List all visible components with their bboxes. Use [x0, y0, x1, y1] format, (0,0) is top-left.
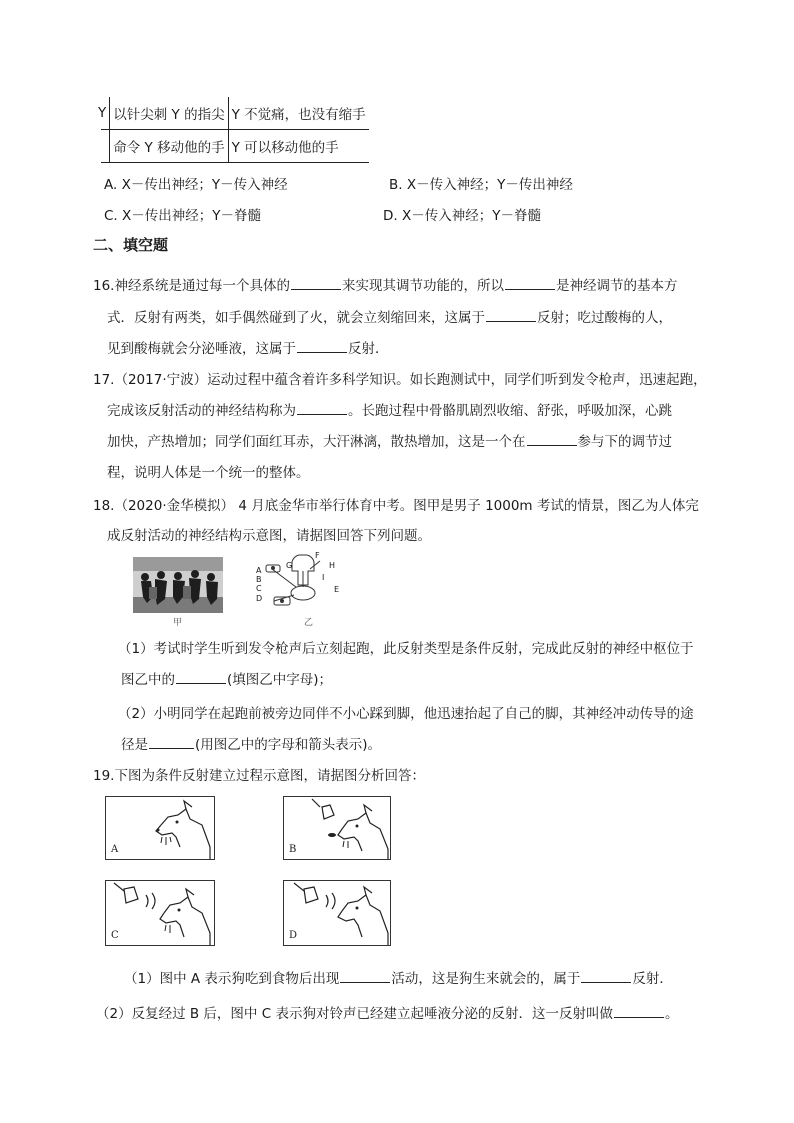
text: 反射；吃过酸梅的人， [537, 310, 672, 326]
diagram-label-d: D [256, 594, 263, 603]
text: 来实现其调节功能的，所以 [341, 278, 504, 294]
answer-blank[interactable] [176, 669, 226, 684]
text: 加快，产热增加；同学们面红耳赤，大汗淋漓，散热增加，这是一个在 [107, 434, 526, 450]
figure-yi-label: 乙 [304, 618, 314, 628]
table-cell [98, 97, 110, 130]
bell-dog-salivating-icon [106, 881, 214, 945]
diagram-label-b: B [256, 575, 262, 584]
option-c: C. X－传出神经；Y－脊髓 [104, 208, 262, 224]
q19-line1: 19.下图为条件反射建立过程示意图，请据图分析回答： [93, 768, 425, 784]
q17-line4: 程，说明人体是一个统一的整体。 [107, 465, 310, 481]
text: 反射． [348, 341, 389, 357]
table-row [101, 97, 369, 130]
answer-blank[interactable] [486, 307, 536, 322]
answer-blank[interactable] [505, 275, 555, 290]
text: 。长跑过程中骨骼肌剧烈收缩、舒张，呼吸加深，心跳 [348, 403, 672, 419]
text: 是神经调节的基本方 [555, 278, 678, 294]
text: (填图乙中字母)； [227, 672, 333, 688]
answer-blank[interactable] [297, 400, 347, 415]
option-d: D. X－传入神经；Y－脊髓 [383, 208, 541, 224]
answer-blank[interactable] [614, 1003, 664, 1018]
cell-text: Y [98, 105, 107, 121]
panel-label: C [111, 930, 119, 941]
option-a: A. X－传出神经；Y－传入神经 [104, 177, 288, 193]
diagram-label-c: C [256, 584, 262, 593]
diagram-label-a: A [256, 566, 262, 575]
bell-dog-icon [284, 881, 390, 945]
table-row [101, 130, 369, 163]
answer-blank[interactable] [297, 338, 347, 353]
diagram-label-h: H [329, 561, 336, 570]
text: 径是 [121, 737, 148, 753]
q18-line1: 18.（2020·金华模拟） 4 月底金华市举行体育中考。图甲是男子 1000m 考试的情景，图乙为人体完 [93, 498, 699, 514]
text: 。 [664, 1006, 679, 1022]
q16-line1 [93, 274, 677, 294]
q19-sub2 [96, 1002, 678, 1022]
text: 式．反射有两类，如手偶然碰到了火，就会立刻缩回来，这属于 [107, 310, 485, 326]
panel-label: D [289, 930, 298, 941]
text: 完成该反射活动的神经结构称为 [107, 403, 296, 419]
q18-sub1-line2 [121, 668, 332, 688]
diagram-label-e: E [334, 585, 340, 594]
panel-label: B [289, 844, 297, 855]
answer-blank[interactable] [340, 968, 390, 983]
panel-c [105, 880, 215, 946]
q18-sub2-line1: （2）小明同学在起跑前被旁边同伴不小心踩到脚，他迅速抬起了自己的脚，其神经冲动传导的途 [118, 706, 694, 722]
answer-blank[interactable] [527, 431, 577, 446]
text: 活动，这是狗生来就会的，属于 [391, 971, 581, 987]
diagram-label-i: I [322, 573, 325, 582]
table-cell [110, 130, 228, 163]
table-cell [228, 97, 369, 130]
cell-text: 命令 Y 移动他的手 [113, 140, 225, 156]
table-cell [110, 97, 228, 130]
panel-b [283, 796, 391, 860]
q17-line1: 17.（2017·宁波）运动过程中蕴含着许多科学知识。如长跑测试中，同学们听到发令枪声，迅速起跑， [93, 372, 707, 388]
text: (用图乙中的字母和箭头表示)。 [195, 737, 382, 753]
text: 见到酸梅就会分泌唾液，这属于 [107, 341, 296, 357]
section-title: 二、填空题 [93, 236, 169, 254]
figure-jia-label: 甲 [173, 618, 183, 628]
q17-line2 [107, 399, 672, 419]
q19-sub1 [124, 967, 673, 987]
bell-dog-food-icon [284, 797, 390, 859]
reflex-arc-diagram [252, 549, 352, 613]
option-b: B. X－传入神经；Y－传出神经 [389, 177, 573, 193]
comparison-table [98, 97, 369, 163]
text: 16.神经系统是通过每一个具体的 [93, 278, 290, 294]
dog-eating-icon [106, 797, 214, 859]
answer-blank[interactable] [291, 275, 341, 290]
q16-line2 [107, 306, 672, 326]
text: （2）反复经过 B 后，图中 C 表示狗对铃声已经建立起唾液分泌的反射．这一反射叫做 [96, 1006, 613, 1022]
q18-sub2-line2 [121, 733, 381, 753]
cell-text: Y 可以移动他的手 [231, 140, 339, 156]
q18-sub1-line1: （1）考试时学生听到发令枪声后立刻起跑，此反射类型是条件反射，完成此反射的神经中枢位于 [118, 641, 694, 657]
panel-d [283, 880, 391, 946]
runners-photo [133, 557, 223, 613]
text: 参与下的调节过 [577, 434, 672, 450]
text: （1）图中 A 表示狗吃到食物后出现 [124, 971, 340, 987]
answer-blank[interactable] [149, 734, 194, 749]
panel-a [105, 796, 215, 860]
diagram-label-g: G [286, 561, 293, 570]
cell-text: Y 不觉痛，也没有缩手 [231, 107, 366, 123]
diagram-label-f: F [315, 551, 320, 560]
q17-line3 [107, 430, 672, 450]
panel-label: A [111, 844, 119, 855]
q18-line2: 成反射活动的神经结构示意图，请据图回答下列问题。 [107, 528, 431, 544]
table-cell [228, 130, 369, 163]
text: 反射． [632, 971, 673, 987]
q16-line3 [107, 337, 389, 357]
answer-blank[interactable] [581, 968, 631, 983]
table-cell [101, 130, 110, 163]
text: 图乙中的 [121, 672, 175, 688]
cell-text: 以针尖刺 Y 的指尖 [113, 107, 225, 123]
